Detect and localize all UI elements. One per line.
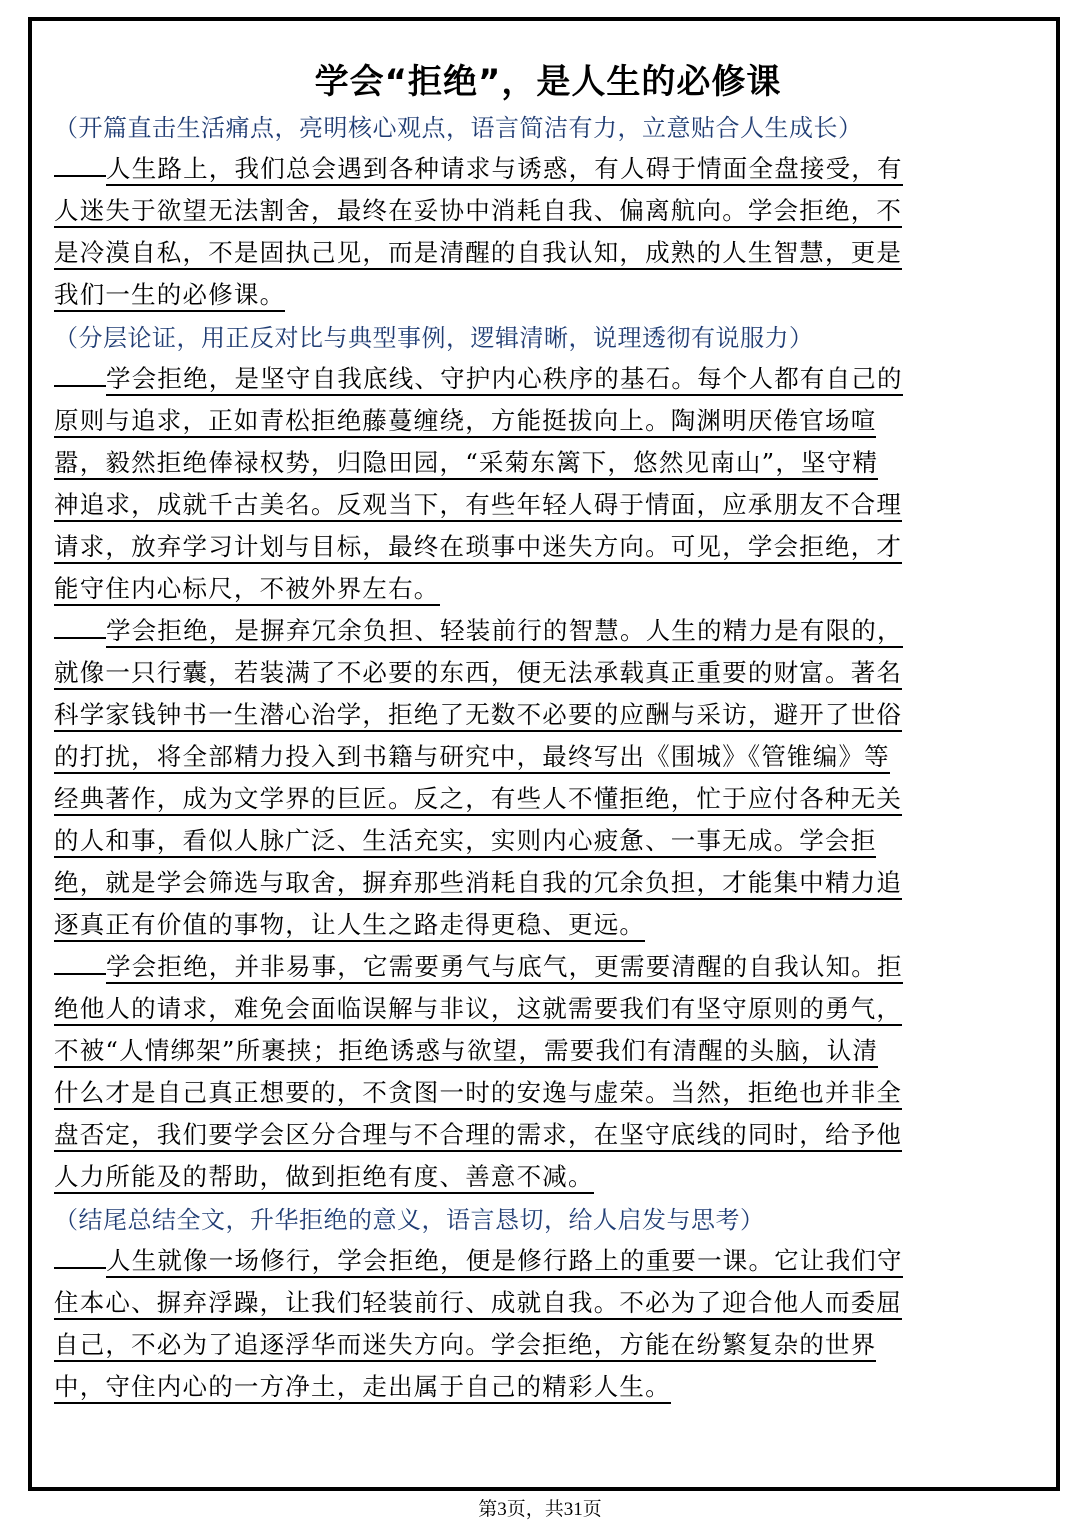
paragraph-line: 人迷失于欲望无法割舍，最终在妥协中消耗自我、偏离航向。学会拒绝，不 — [54, 191, 1042, 233]
paragraph-line: 经典著作，成为文学界的巨匠。反之，有些人不懂拒绝，忙于应付各种无关 — [54, 779, 1042, 821]
paragraph-5 — [54, 1241, 1042, 1409]
paragraph-line: 什么才是自己真正想要的，不贪图一时的安逸与虚荣。当然，拒绝也并非全 — [54, 1073, 1042, 1115]
essay-content — [54, 27, 1042, 1409]
paragraph-line: 学会拒绝，是坚守自我底线、守护内心秩序的基石。每个人都有自己的 — [54, 359, 1042, 401]
paragraph-line: 我们一生的必修课。 — [54, 275, 1042, 317]
paragraph-line: 绝，就是学会筛选与取舍，摒弃那些消耗自我的冗余负担，才能集中精力追 — [54, 863, 1042, 905]
paragraph-line: 的打扰，将全部精力投入到书籍与研究中，最终写出《围城》《管锥编》等 — [54, 737, 1042, 779]
paragraph-line: 的人和事，看似人脉广泛、生活充实，实则内心疲惫、一事无成。学会拒 — [54, 821, 1042, 863]
page-border — [28, 17, 1060, 1491]
annotation-body: （分层论证，用正反对比与典型事例，逻辑清晰，说理透彻有说服力） — [54, 324, 814, 352]
paragraph-3 — [54, 611, 1042, 947]
paragraph-line: 绝他人的请求，难免会面临误解与非议，这就需要我们有坚守原则的勇气， — [54, 989, 1042, 1031]
paragraph-2 — [54, 359, 1042, 611]
paragraph-line: 学会拒绝，并非易事，它需要勇气与底气，更需要清醒的自我认知。拒 — [54, 947, 1042, 989]
paragraph-4 — [54, 947, 1042, 1199]
paragraph-line: 自己，不必为了追逐浮华而迷失方向。学会拒绝，方能在纷繁复杂的世界 — [54, 1325, 1042, 1367]
paragraph-1 — [54, 149, 1042, 317]
page-number: 第3页，共31页 — [478, 1499, 602, 1520]
paragraph-line: 就像一只行囊，若装满了不必要的东西，便无法承载真正重要的财富。著名 — [54, 653, 1042, 695]
paragraph-line: 科学家钱钟书一生潜心治学，拒绝了无数不必要的应酬与采访，避开了世俗 — [54, 695, 1042, 737]
paragraph-line: 逐真正有价值的事物，让人生之路走得更稳、更远。 — [54, 905, 1042, 947]
paragraph-line: 是冷漠自私，不是固执己见，而是清醒的自我认知，成熟的人生智慧，更是 — [54, 233, 1042, 275]
paragraph-line: 嚣，毅然拒绝俸禄权势，归隐田园，“采菊东篱下，悠然见南山”，坚守精 — [54, 443, 1042, 485]
paragraph-line: 请求，放弃学习计划与目标，最终在琐事中迷失方向。可见，学会拒绝，才 — [54, 527, 1042, 569]
paragraph-line: 人生就像一场修行，学会拒绝，便是修行路上的重要一课。它让我们守 — [54, 1241, 1042, 1283]
paragraph-line: 中，守住内心的一方净土，走出属于自己的精彩人生。 — [54, 1367, 1042, 1409]
essay-title: 学会“拒绝”，是人生的必修课 — [314, 62, 782, 102]
paragraph-line: 能守住内心标尺，不被外界左右。 — [54, 569, 1042, 611]
paragraph-line: 原则与追求，正如青松拒绝藤蔓缠绕，方能挺拔向上。陶渊明厌倦官场喧 — [54, 401, 1042, 443]
paragraph-line: 人生路上，我们总会遇到各种请求与诱惑，有人碍于情面全盘接受，有 — [54, 149, 1042, 191]
annotation-opening: （开篇直击生活痛点，亮明核心观点，语言简洁有力，立意贴合人生成长） — [54, 114, 863, 142]
paragraph-line: 神追求，成就千古美名。反观当下，有些年轻人碍于情面，应承朋友不合理 — [54, 485, 1042, 527]
paragraph-line: 人力所能及的帮助，做到拒绝有度、善意不减。 — [54, 1157, 1042, 1199]
paragraph-line: 住本心、摒弃浮躁，让我们轻装前行、成就自我。不必为了迎合他人而委屈 — [54, 1283, 1042, 1325]
paragraph-line: 不被“人情绑架”所裹挟；拒绝诱惑与欲望，需要我们有清醒的头脑，认清 — [54, 1031, 1042, 1073]
paragraph-line: 学会拒绝，是摒弃冗余负担、轻装前行的智慧。人生的精力是有限的， — [54, 611, 1042, 653]
annotation-ending: （结尾总结全文，升华拒绝的意义，语言恳切，给人启发与思考） — [54, 1206, 765, 1234]
paragraph-line: 盘否定，我们要学会区分合理与不合理的需求，在坚守底线的同时，给予他 — [54, 1115, 1042, 1157]
